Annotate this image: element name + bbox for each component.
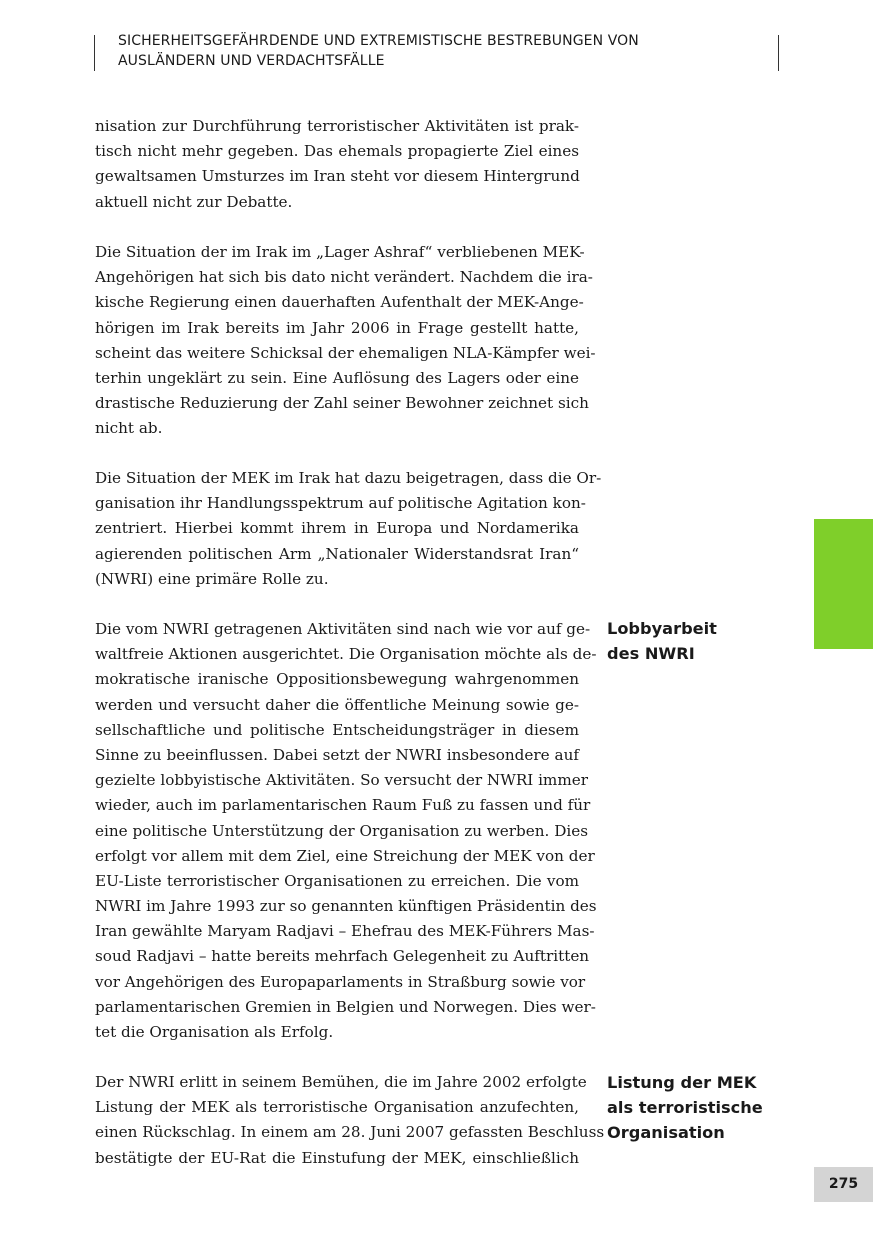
text-line: waltfreie Aktionen ausgerichtet. Die Organisation möchte als de- xyxy=(95,645,597,664)
text-line: gewaltsamen Umsturzes im Iran steht vor diesem Hintergrund xyxy=(95,167,580,186)
header-rule-left xyxy=(94,35,95,71)
paragraph-lager-ashraf xyxy=(95,240,596,442)
chapter-thumb-tab xyxy=(814,519,873,649)
text-line: scheint das weitere Schicksal der ehemaligen NLA-Kämpfer wei- xyxy=(95,343,596,362)
text-line: Die Situation der im Irak im „Lager Ashraf“ verbliebenen MEK- xyxy=(95,243,585,261)
page-number: 275 xyxy=(814,1167,873,1202)
marginal-heading-listung xyxy=(607,1070,777,1146)
text-line: nisation zur Durchführung terroristischer Aktivitäten ist prak- xyxy=(95,117,579,135)
text-line: Angehörigen hat sich bis dato nicht verändert. Nachdem die ira- xyxy=(95,268,593,287)
text-line: Die Situation der MEK im Irak hat dazu beigetragen, dass die Or- xyxy=(95,469,602,487)
text-line: bestätigte der EU-Rat die Einstufung der MEK, einschließlich xyxy=(95,1148,579,1167)
text-line: nicht ab. xyxy=(95,419,163,438)
running-header-line: AUSLÄNDERN UND VERDACHTSFÄLLE xyxy=(118,53,385,69)
marginal-heading-line: Listung der MEK xyxy=(607,1073,757,1092)
text-line: eine politische Unterstützung der Organisation zu werben. Dies xyxy=(95,821,589,840)
text-line: vor Angehörigen des Europaparlaments in Straßburg sowie vor xyxy=(95,972,586,991)
marginal-heading-line: des NWRI xyxy=(607,644,695,664)
text-line: werden und versucht daher die öffentliche Meinung sowie ge- xyxy=(95,695,579,714)
text-line: Iran gewählte Maryam Radjavi – Ehefrau des MEK-Führers Mas- xyxy=(95,922,595,941)
paragraph-terror-capability xyxy=(95,114,579,215)
text-line: NWRI im Jahre 1993 zur so genannten künftigen Präsidentin des xyxy=(95,897,597,916)
text-line: Der NWRI erlitt in seinem Bemühen, die im Jahre 2002 erfolgte xyxy=(95,1073,587,1091)
text-line: tet die Organisation als Erfolg. xyxy=(95,1023,334,1041)
text-line: sellschaftliche und politische Entscheidungsträger in diesem xyxy=(95,720,579,739)
text-line: gezielte lobbyistische Aktivitäten. So versucht der NWRI immer xyxy=(95,771,588,790)
text-line: soud Radjavi – hatte bereits mehrfach Gelegenheit zu Auftritten xyxy=(95,947,590,966)
text-line: parlamentarischen Gremien in Belgien und Norwegen. Dies wer- xyxy=(95,997,596,1016)
text-line: wieder, auch im parlamentarischen Raum Fuß zu fassen und für xyxy=(95,796,591,815)
marginal-heading-line: Organisation xyxy=(607,1123,725,1143)
text-line: agierenden politischen Arm „Nationaler Widerstandsrat Iran“ xyxy=(95,544,579,563)
text-line: zentriert. Hierbei kommt ihrem in Europa und Nordamerika xyxy=(95,519,579,538)
text-line: erfolgt vor allem mit dem Ziel, eine Streichung der MEK von der xyxy=(95,846,595,865)
paragraph-nwri-activities xyxy=(95,617,597,1045)
text-line: ganisation ihr Handlungsspektrum auf politische Agitation kon- xyxy=(95,494,586,513)
text-line: tisch nicht mehr gegeben. Das ehemals propagierte Ziel eines xyxy=(95,142,579,161)
text-line: Listung der MEK als terroristische Organisation anzufechten, xyxy=(95,1098,579,1117)
paragraph-mek-listing xyxy=(95,1070,605,1171)
text-line: drastische Reduzierung der Zahl seiner Bewohner zeichnet sich xyxy=(95,394,589,413)
text-line: kische Regierung einen dauerhaften Aufenthalt der MEK-Ange- xyxy=(95,293,584,312)
text-line: mokratische iranische Oppositionsbewegung wahrgenommen xyxy=(95,670,579,689)
running-header xyxy=(118,31,758,71)
paragraph-political-agitation xyxy=(95,466,602,592)
text-line: einen Rückschlag. In einem am 28. Juni 2007 gefassten Beschluss xyxy=(95,1123,605,1142)
marginal-heading-line: als terroristische xyxy=(607,1098,763,1118)
running-header-line: SICHERHEITSGEFÄHRDENDE UND EXTREMISTISCHE BESTREBUNGEN VON xyxy=(118,33,639,49)
text-line: Die vom NWRI getragenen Aktivitäten sind nach wie vor auf ge- xyxy=(95,620,591,638)
text-line: aktuell nicht zur Debatte. xyxy=(95,192,293,211)
text-line: hörigen im Irak bereits im Jahr 2006 in Frage gestellt hatte, xyxy=(95,318,579,337)
text-line: terhin ungeklärt zu sein. Eine Auflösung des Lagers oder eine xyxy=(95,368,579,387)
text-line: (NWRI) eine primäre Rolle zu. xyxy=(95,569,329,588)
marginal-heading-lobbyarbeit xyxy=(607,616,777,666)
header-rule-right xyxy=(778,35,779,71)
text-line: EU-Liste terroristischer Organisationen zu erreichen. Die vom xyxy=(95,871,579,890)
text-line: Sinne zu beeinflussen. Dabei setzt der NWRI insbesondere auf xyxy=(95,745,579,764)
marginal-heading-line: Lobbyarbeit xyxy=(607,619,717,638)
